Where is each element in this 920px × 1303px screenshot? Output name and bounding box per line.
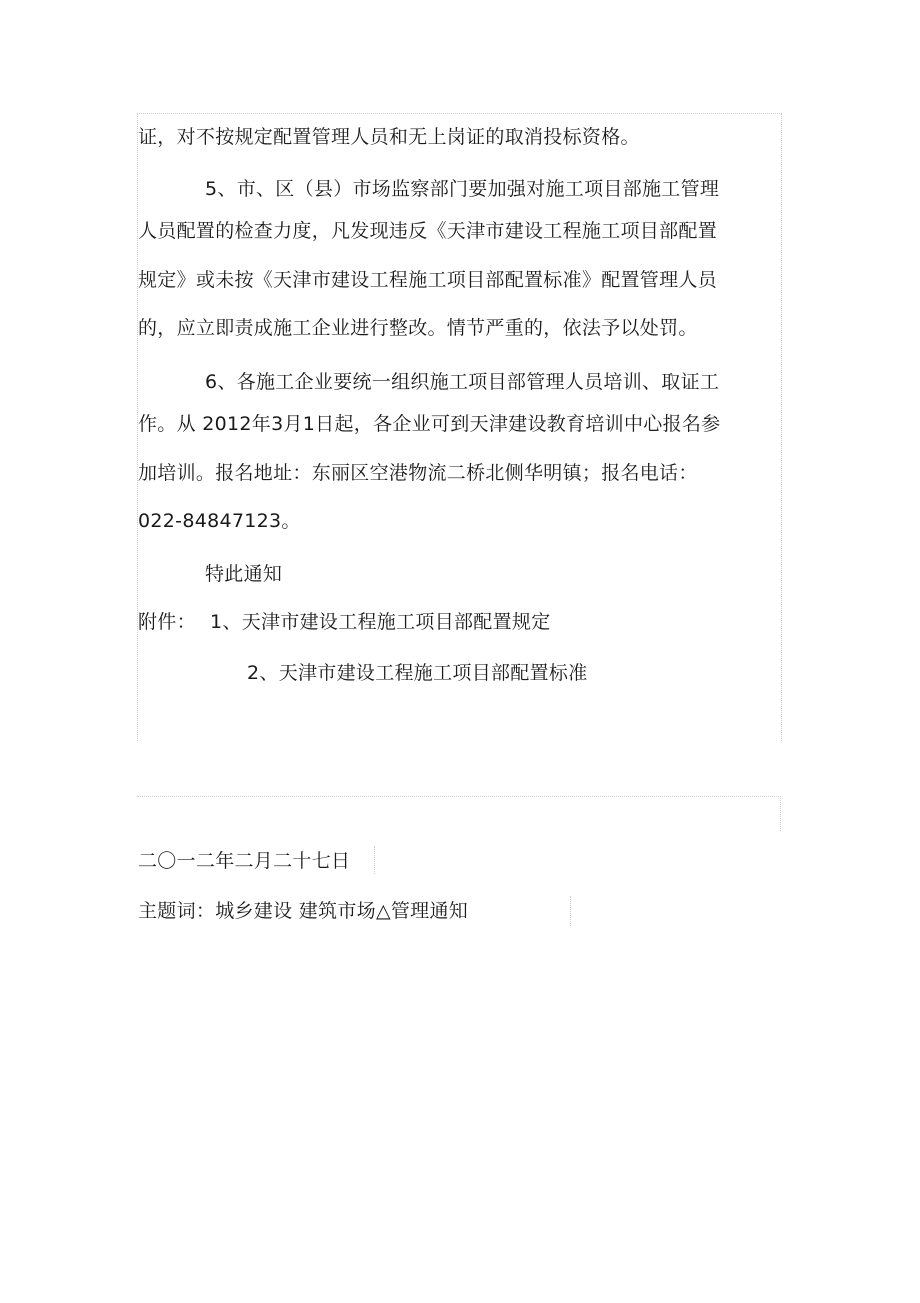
paragraph-6-line-1: 6、各施工企业要统一组织施工项目部管理人员培训、取证工 [205,371,720,393]
separator-frame [137,796,781,831]
paragraph-6-line-4: 022-84847123。 [138,510,301,532]
paragraph-6-line-3: 加培训。报名地址：东丽区空港物流二桥北侧华明镇；报名电话： [138,462,698,484]
issue-date: 二〇一二年二月二十七日 [138,850,351,872]
attachments-label: 附件： [138,611,196,633]
attachment-item-2: 2、天津市建设工程施工项目部配置标准 [247,662,588,684]
paragraph-5-line-4: 的，应立即责成施工企业进行整改。情节严重的，依法予以处罚。 [138,317,698,339]
paragraph-continuation-line: 证，对不按规定配置管理人员和无上岗证的取消投标资格。 [138,126,640,148]
paragraph-5-line-3: 规定》或未按《天津市建设工程施工项目部配置标准》配置管理人员 [138,269,718,291]
paragraph-5-line-2: 人员配置的检查力度，凡发现违反《天津市建设工程施工项目部配置 [138,220,718,242]
paragraph-5-line-1: 5、市、区（县）市场监察部门要加强对施工项目部施工管理 [205,178,720,200]
notice-closing: 特此通知 [205,563,283,585]
paragraph-6-line-2: 作。从 2012年3月1日起，各企业可到天津建设教育培训中心报名参 [138,413,721,435]
attachment-item-1: 1、天津市建设工程施工项目部配置规定 [210,611,551,633]
subject-keywords: 主题词：城乡建设 建筑市场△管理通知 [138,900,469,922]
